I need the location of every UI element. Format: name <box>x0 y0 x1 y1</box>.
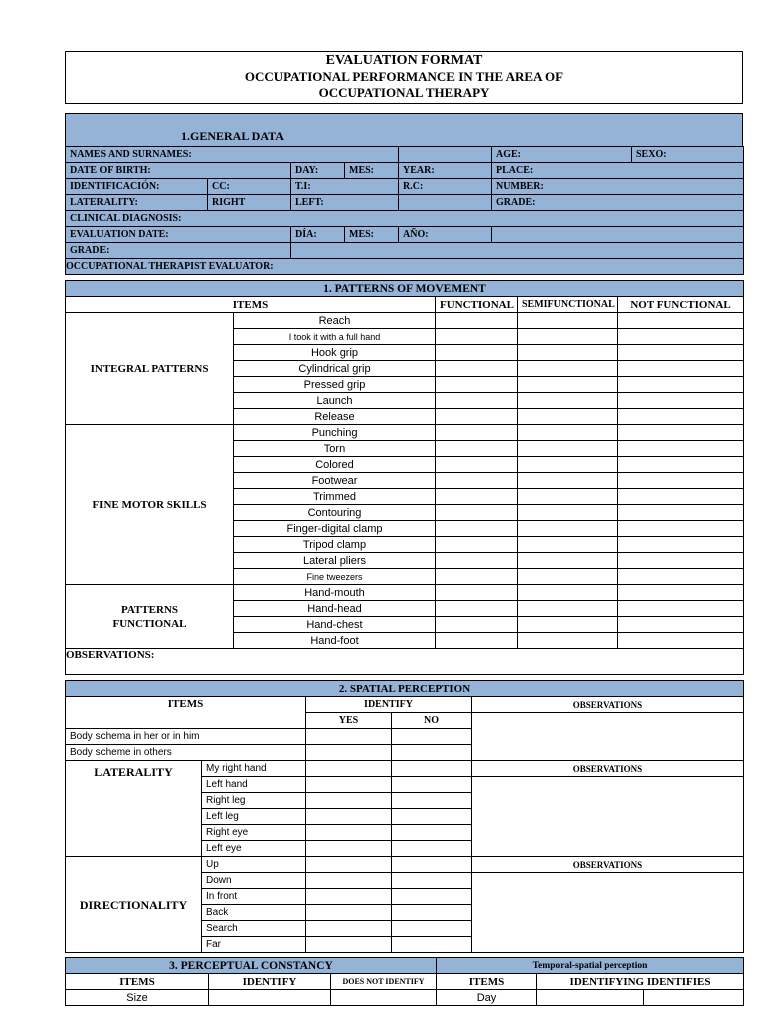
movement-cell-not-functional[interactable] <box>618 313 744 329</box>
dir-item: Far <box>202 937 306 953</box>
movement-cell-semifunctional[interactable] <box>518 601 618 617</box>
movement-item: Release <box>234 409 436 425</box>
dir-cell-yes[interactable] <box>306 937 392 953</box>
day-identifies[interactable] <box>644 990 744 1006</box>
movement-cell-semifunctional[interactable] <box>518 393 618 409</box>
movement-cell-semifunctional[interactable] <box>518 425 618 441</box>
laterality-blank[interactable] <box>399 195 492 211</box>
title-line-3: OCCUPATIONAL THERAPY <box>318 85 490 100</box>
dir-cell-yes[interactable] <box>306 889 392 905</box>
size-not-identify[interactable] <box>331 990 437 1006</box>
lat-item: Right eye <box>202 825 306 841</box>
movement-cell-semifunctional[interactable] <box>518 361 618 377</box>
movement-cell-not-functional[interactable] <box>618 553 744 569</box>
dir-cell-yes[interactable] <box>306 873 392 889</box>
movement-cell-semifunctional[interactable] <box>518 505 618 521</box>
movement-cell-semifunctional[interactable] <box>518 345 618 361</box>
title-line-1: EVALUATION FORMAT <box>325 53 483 68</box>
movement-cell-not-functional[interactable] <box>618 361 744 377</box>
dir-observations-area[interactable] <box>472 873 744 953</box>
movement-item: Cylindrical grip <box>234 361 436 377</box>
lat-item: Left leg <box>202 809 306 825</box>
movement-cell-not-functional[interactable] <box>618 345 744 361</box>
document-title-box <box>65 51 743 104</box>
movement-cell-semifunctional[interactable] <box>518 473 618 489</box>
movement-item: Lateral pliers <box>234 553 436 569</box>
grade-label[interactable]: GRADE: <box>492 195 744 211</box>
movement-cell-semifunctional[interactable] <box>518 313 618 329</box>
movement-cell-not-functional[interactable] <box>618 473 744 489</box>
movement-cell-functional[interactable] <box>436 361 518 377</box>
dir-cell-no[interactable] <box>392 937 472 953</box>
movement-cell-not-functional[interactable] <box>618 329 744 345</box>
movement-item: I took it with a full hand <box>234 329 436 345</box>
rc-label[interactable]: R.C: <box>399 179 492 195</box>
diagnosis-label[interactable]: CLINICAL DIAGNOSIS: <box>66 211 744 227</box>
movement-cell-functional[interactable] <box>436 633 518 649</box>
lat-observations-header: OBSERVATIONS <box>472 761 744 777</box>
grade2-blank[interactable] <box>291 243 744 259</box>
general-data-section <box>65 113 743 275</box>
dob-day-label[interactable]: DAY: <box>291 163 345 179</box>
temporal-col-items: ITEMS <box>437 974 537 990</box>
dob-mes-label[interactable]: MES: <box>345 163 399 179</box>
movement-cell-semifunctional[interactable] <box>518 329 618 345</box>
laterality-label[interactable]: LATERALITY: <box>66 195 208 211</box>
lat-cell-yes[interactable] <box>306 809 392 825</box>
movement-group-label: INTEGRAL PATTERNS <box>66 313 234 425</box>
movement-cell-semifunctional[interactable] <box>518 409 618 425</box>
body-schema-others-no[interactable] <box>392 745 472 761</box>
movement-cell-functional[interactable] <box>436 553 518 569</box>
temporal-col-identifying: IDENTIFYING IDENTIFIES <box>537 974 744 990</box>
movement-cell-not-functional[interactable] <box>618 569 744 585</box>
movement-cell-functional[interactable] <box>436 473 518 489</box>
lat-cell-no[interactable] <box>392 841 472 857</box>
movement-cell-not-functional[interactable] <box>618 425 744 441</box>
dir-item: Back <box>202 905 306 921</box>
perceptual-title: 3. PERCEPTUAL CONSTANCY <box>66 958 437 974</box>
perceptual-table <box>65 957 744 1006</box>
dir-cell-yes[interactable] <box>306 921 392 937</box>
lat-cell-yes[interactable] <box>306 761 392 777</box>
movement-cell-semifunctional[interactable] <box>518 633 618 649</box>
movement-cell-functional[interactable] <box>436 409 518 425</box>
temporal-row-day: Day <box>437 990 537 1006</box>
movement-col-functional: FUNCTIONAL <box>436 297 518 313</box>
movement-cell-functional[interactable] <box>436 569 518 585</box>
dir-group-label: DIRECTIONALITY <box>66 857 202 953</box>
movement-cell-functional[interactable] <box>436 425 518 441</box>
movement-item: Torn <box>234 441 436 457</box>
movement-col-items: ITEMS <box>66 297 436 313</box>
movement-cell-not-functional[interactable] <box>618 585 744 601</box>
general-data-table <box>65 146 744 275</box>
lat-cell-no[interactable] <box>392 809 472 825</box>
eval-mes-label[interactable]: MES: <box>345 227 399 243</box>
movement-cell-functional[interactable] <box>436 313 518 329</box>
movement-item: Footwear <box>234 473 436 489</box>
perceptual-col-identify: IDENTIFY <box>209 974 331 990</box>
movement-cell-semifunctional[interactable] <box>518 537 618 553</box>
spatial-observations-1[interactable] <box>472 713 744 761</box>
dir-item: In front <box>202 889 306 905</box>
movement-cell-functional[interactable] <box>436 505 518 521</box>
grade2-label[interactable]: GRADE: <box>66 243 291 259</box>
movement-cell-semifunctional[interactable] <box>518 521 618 537</box>
lat-item: Right leg <box>202 793 306 809</box>
movement-cell-not-functional[interactable] <box>618 633 744 649</box>
body-schema-self: Body schema in her or in him <box>66 729 306 745</box>
lat-cell-no[interactable] <box>392 777 472 793</box>
movement-cell-functional[interactable] <box>436 521 518 537</box>
movement-item: Fine tweezers <box>234 569 436 585</box>
dir-cell-yes[interactable] <box>306 905 392 921</box>
dob-year-label[interactable]: YEAR: <box>399 163 492 179</box>
eval-ano-label[interactable]: AÑO: <box>399 227 492 243</box>
names-value[interactable] <box>399 147 492 163</box>
movement-cell-not-functional[interactable] <box>618 489 744 505</box>
movement-item: Launch <box>234 393 436 409</box>
eval-date-blank[interactable] <box>492 227 744 243</box>
lat-item: My right hand <box>202 761 306 777</box>
lat-item: Left eye <box>202 841 306 857</box>
spatial-col-identify: IDENTIFY <box>306 697 472 713</box>
movement-cell-not-functional[interactable] <box>618 377 744 393</box>
lat-cell-yes[interactable] <box>306 777 392 793</box>
names-label[interactable]: NAMES AND SURNAMES: <box>66 147 399 163</box>
movement-cell-not-functional[interactable] <box>618 409 744 425</box>
movement-group-label: PATTERNS FUNCTIONAL <box>66 585 234 649</box>
movement-cell-semifunctional[interactable] <box>518 617 618 633</box>
movement-cell-semifunctional[interactable] <box>518 585 618 601</box>
dir-item: Down <box>202 873 306 889</box>
dir-item: Up <box>202 857 306 873</box>
eval-date-label[interactable]: EVALUATION DATE: <box>66 227 291 243</box>
movement-cell-functional[interactable] <box>436 457 518 473</box>
lat-cell-no[interactable] <box>392 793 472 809</box>
perceptual-col-items: ITEMS <box>66 974 209 990</box>
dir-observations-header: OBSERVATIONS <box>472 857 744 873</box>
movement-cell-not-functional[interactable] <box>618 457 744 473</box>
movement-item: Hook grip <box>234 345 436 361</box>
general-data-header <box>65 113 743 146</box>
lat-group-label: LATERALITY <box>66 761 202 857</box>
movement-item: Tripod clamp <box>234 537 436 553</box>
movement-item: Punching <box>234 425 436 441</box>
place-label[interactable]: PLACE: <box>492 163 744 179</box>
movement-cell-not-functional[interactable] <box>618 521 744 537</box>
movement-cell-functional[interactable] <box>436 345 518 361</box>
movement-item: Reach <box>234 313 436 329</box>
movement-item: Hand-foot <box>234 633 436 649</box>
movement-cell-functional[interactable] <box>436 329 518 345</box>
movement-cell-functional[interactable] <box>436 489 518 505</box>
movement-cell-functional[interactable] <box>436 601 518 617</box>
temporal-title: Temporal-spatial perception <box>437 958 744 974</box>
movement-item: Hand-chest <box>234 617 436 633</box>
dir-cell-no[interactable] <box>392 921 472 937</box>
movement-group-label: FINE MOTOR SKILLS <box>66 425 234 585</box>
identificacion-label[interactable]: IDENTIFICACIÓN: <box>66 179 208 195</box>
spatial-table <box>65 680 744 953</box>
number-label[interactable]: NUMBER: <box>492 179 744 195</box>
title-line-2: OCCUPATIONAL PERFORMANCE IN THE AREA OF <box>244 69 564 84</box>
dir-cell-yes[interactable] <box>306 857 392 873</box>
movement-cell-semifunctional[interactable] <box>518 377 618 393</box>
movement-col-semi: SEMIFUNCTIONAL <box>518 297 618 313</box>
spatial-col-no: NO <box>392 713 472 729</box>
cc-label[interactable]: CC: <box>208 179 291 195</box>
lat-cell-yes[interactable] <box>306 841 392 857</box>
lat-cell-no[interactable] <box>392 825 472 841</box>
dir-cell-no[interactable] <box>392 905 472 921</box>
movement-item: Finger-digital clamp <box>234 521 436 537</box>
spatial-title: 2. SPATIAL PERCEPTION <box>66 681 744 697</box>
movement-item: Pressed grip <box>234 377 436 393</box>
therapist-label[interactable]: OCCUPATIONAL THERAPIST EVALUATOR: <box>66 259 744 275</box>
movement-cell-not-functional[interactable] <box>618 393 744 409</box>
movement-item: Colored <box>234 457 436 473</box>
movement-cell-semifunctional[interactable] <box>518 569 618 585</box>
lat-item: Left hand <box>202 777 306 793</box>
lat-observations-area[interactable] <box>472 777 744 857</box>
movement-cell-semifunctional[interactable] <box>518 489 618 505</box>
spatial-col-items: ITEMS <box>66 697 306 729</box>
body-schema-self-yes[interactable] <box>306 729 392 745</box>
body-schema-others: Body scheme in others <box>66 745 306 761</box>
left-label[interactable]: LEFT: <box>291 195 399 211</box>
dir-cell-no[interactable] <box>392 889 472 905</box>
movement-item: Contouring <box>234 505 436 521</box>
perceptual-col-not-identify: DOES NOT IDENTIFY <box>331 974 437 990</box>
movement-cell-functional[interactable] <box>436 585 518 601</box>
movement-cell-not-functional[interactable] <box>618 617 744 633</box>
lat-cell-yes[interactable] <box>306 825 392 841</box>
movement-cell-not-functional[interactable] <box>618 441 744 457</box>
movement-cell-functional[interactable] <box>436 617 518 633</box>
body-schema-self-no[interactable] <box>392 729 472 745</box>
sexo-label[interactable]: SEXO: <box>632 147 744 163</box>
day-identifying[interactable] <box>537 990 644 1006</box>
movement-cell-not-functional[interactable] <box>618 537 744 553</box>
right-label[interactable]: RIGHT <box>208 195 291 211</box>
movement-cell-functional[interactable] <box>436 377 518 393</box>
movement-cell-functional[interactable] <box>436 537 518 553</box>
movement-cell-functional[interactable] <box>436 393 518 409</box>
movement-item: Trimmed <box>234 489 436 505</box>
movement-observations[interactable]: OBSERVATIONS: <box>66 649 744 675</box>
movement-col-not: NOT FUNCTIONAL <box>618 297 744 313</box>
lat-cell-yes[interactable] <box>306 793 392 809</box>
dir-cell-no[interactable] <box>392 857 472 873</box>
movement-table <box>65 280 744 675</box>
ti-label[interactable]: T.I: <box>291 179 399 195</box>
dob-label[interactable]: DATE OF BIRTH: <box>66 163 291 179</box>
general-data-title: 1.GENERAL DATA <box>181 129 284 143</box>
movement-cell-semifunctional[interactable] <box>518 457 618 473</box>
movement-cell-not-functional[interactable] <box>618 601 744 617</box>
movement-cell-semifunctional[interactable] <box>518 553 618 569</box>
movement-cell-semifunctional[interactable] <box>518 441 618 457</box>
eval-dia-label[interactable]: DÍA: <box>291 227 345 243</box>
spatial-col-observations: OBSERVATIONS <box>472 697 744 713</box>
perceptual-row-size: Size <box>66 990 209 1006</box>
lat-cell-no[interactable] <box>392 761 472 777</box>
dir-item: Search <box>202 921 306 937</box>
movement-cell-functional[interactable] <box>436 441 518 457</box>
movement-item: Hand-mouth <box>234 585 436 601</box>
size-identify[interactable] <box>209 990 331 1006</box>
spatial-col-yes: YES <box>306 713 392 729</box>
movement-title: 1. PATTERNS OF MOVEMENT <box>66 281 744 297</box>
movement-item: Hand-head <box>234 601 436 617</box>
body-schema-others-yes[interactable] <box>306 745 392 761</box>
dir-cell-no[interactable] <box>392 873 472 889</box>
movement-cell-not-functional[interactable] <box>618 505 744 521</box>
age-label[interactable]: AGE: <box>492 147 632 163</box>
